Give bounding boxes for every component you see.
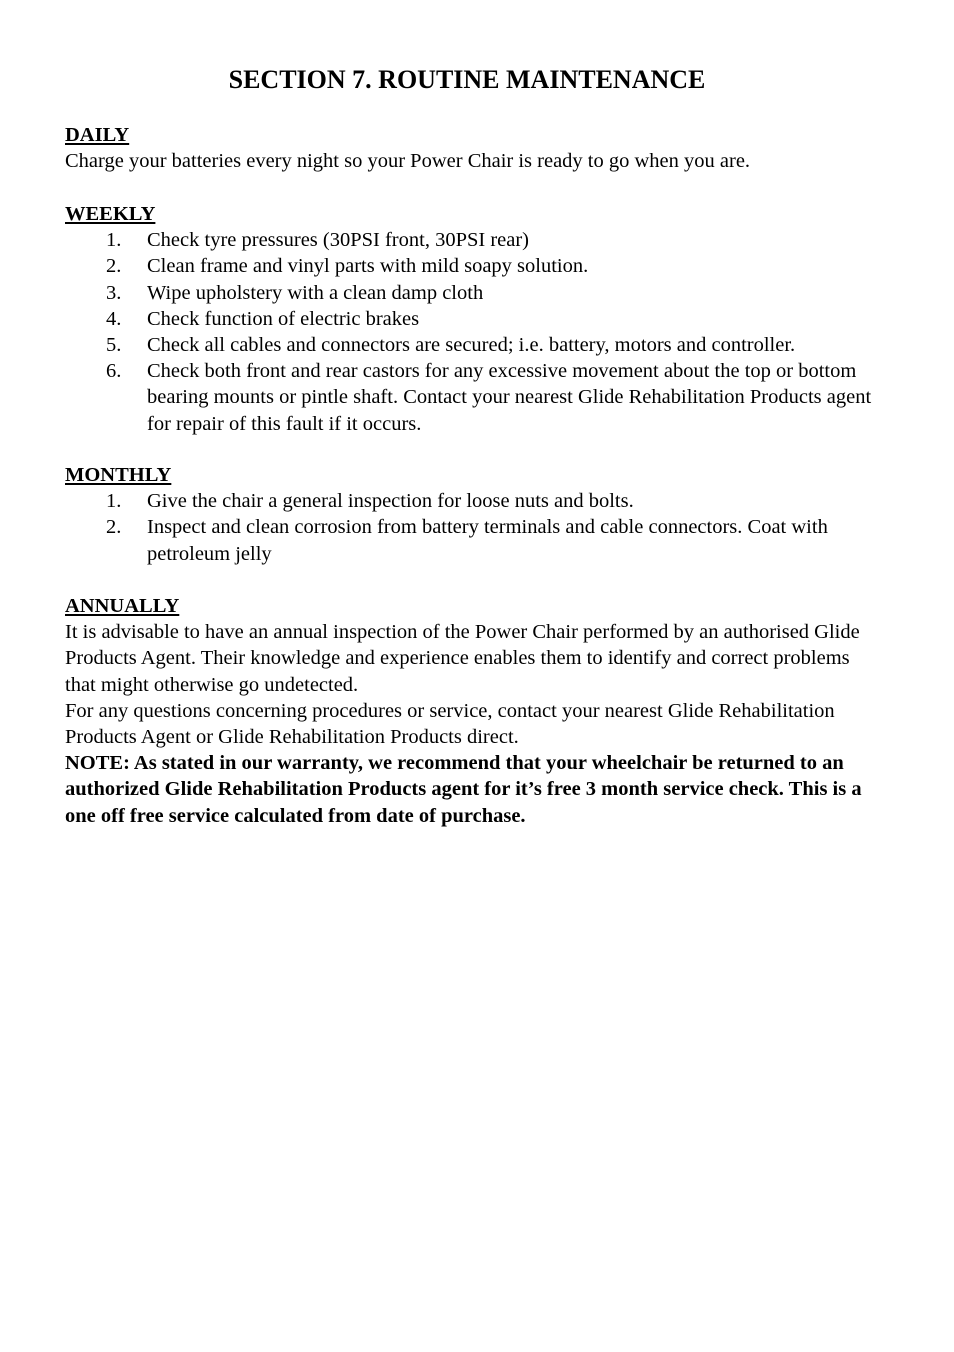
page-title: SECTION 7. ROUTINE MAINTENANCE <box>228 65 706 94</box>
list-item <box>65 332 885 358</box>
annually-paragraph-inspection: It is advisable to have an annual inspection of the Power Chair performed by an authorised Glide Products Agent. Their knowledge and experience enables them to identify and correct problems that might otherwise go undetected. <box>65 621 860 696</box>
list-number: 1. <box>106 229 122 252</box>
list-number: 2. <box>106 516 122 539</box>
annually-heading: ANNUALLY <box>65 595 180 617</box>
list-item-text: Inspect and clean corrosion from battery terminals and cable connectors. Coat with petroleum jelly <box>147 516 828 565</box>
weekly-section <box>65 201 885 437</box>
daily-section <box>65 122 885 174</box>
daily-heading: DAILY <box>65 124 130 146</box>
list-number: 5. <box>106 334 122 357</box>
daily-text: Charge your batteries every night so your Power Chair is ready to go when you are. <box>65 150 751 173</box>
list-number: 2. <box>106 255 122 278</box>
list-number: 6. <box>106 360 122 383</box>
list-number: 1. <box>106 490 122 513</box>
monthly-section <box>65 462 885 567</box>
monthly-heading: MONTHLY <box>65 464 172 486</box>
list-item <box>65 488 885 514</box>
list-item-text: Check tyre pressures (30PSI front, 30PSI rear) <box>147 229 530 252</box>
list-item <box>65 280 885 306</box>
list-number: 3. <box>106 281 122 304</box>
list-number: 4. <box>106 307 122 330</box>
list-item <box>65 253 885 279</box>
list-item <box>65 227 885 253</box>
list-item-text: Check all cables and connectors are secured; i.e. battery, motors and controller. <box>147 334 796 357</box>
list-item <box>65 306 885 332</box>
annually-paragraph-questions: For any questions concerning procedures or service, contact your nearest Glide Rehabilitation Products Agent or Glide Rehabilitation Products direct. <box>65 699 835 749</box>
list-item-text: Wipe upholstery with a clean damp cloth <box>147 281 484 304</box>
list-item-text: Check both front and rear castors for any excessive movement about the top or bottom bearing mounts or pintle shaft. Contact your nearest Glide Rehabilitation Products agent for repair of this fault if it occurs. <box>147 360 872 435</box>
list-item <box>65 514 885 566</box>
weekly-heading: WEEKLY <box>65 203 156 225</box>
list-item-text: Clean frame and vinyl parts with mild soapy solution. <box>147 255 589 278</box>
warranty-note: NOTE: As stated in our warranty, we recommend that your wheelchair be returned to an authorized Glide Rehabilitation Products agent for it’s free 3 month service check. This is a one off free service calculated from date of purchase. <box>65 752 862 827</box>
list-item-text: Give the chair a general inspection for loose nuts and bolts. <box>147 490 634 513</box>
annually-section <box>65 593 880 829</box>
list-item-text: Check function of electric brakes <box>147 307 420 330</box>
weekly-list <box>65 227 885 437</box>
monthly-list <box>65 488 885 567</box>
list-item <box>65 358 885 437</box>
